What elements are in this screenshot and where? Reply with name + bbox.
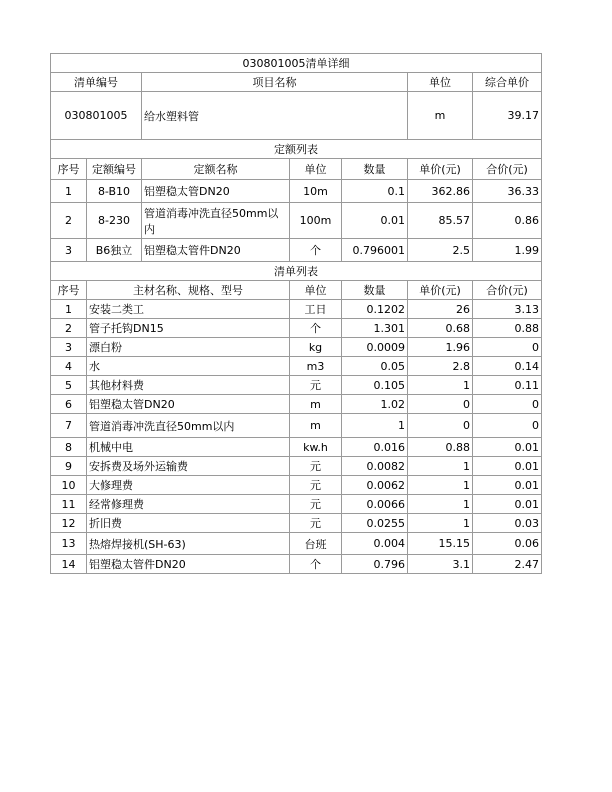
row-price: 1	[408, 495, 473, 514]
col-header: 合价(元)	[473, 281, 542, 300]
row-total: 0.11	[473, 376, 542, 395]
row-code: 8-B10	[87, 180, 142, 203]
row-name: 铝塑稳太管DN20	[87, 395, 290, 414]
table-row	[51, 414, 542, 438]
row-total: 0.88	[473, 319, 542, 338]
row-total: 0.06	[473, 533, 542, 555]
row-qty: 0.0082	[342, 457, 408, 476]
row-no: 9	[51, 457, 87, 476]
summary-name: 给水塑料管	[142, 92, 408, 140]
row-price: 1	[408, 376, 473, 395]
row-total: 3.13	[473, 300, 542, 319]
row-qty: 1.02	[342, 395, 408, 414]
row-price: 0	[408, 395, 473, 414]
row-unit: 工日	[290, 300, 342, 319]
table-row	[51, 300, 542, 319]
row-unit: m	[290, 395, 342, 414]
row-total: 0.01	[473, 457, 542, 476]
table-row	[51, 395, 542, 414]
row-no: 8	[51, 438, 87, 457]
row-qty: 1	[342, 414, 408, 438]
table-row	[51, 180, 542, 203]
row-name: 热熔焊接机(SH-63)	[87, 533, 290, 555]
row-code: 8-230	[87, 203, 142, 239]
row-unit: m3	[290, 357, 342, 376]
row-qty: 0.1202	[342, 300, 408, 319]
row-qty: 0.0009	[342, 338, 408, 357]
row-name: 机械中电	[87, 438, 290, 457]
row-unit: 100m	[290, 203, 342, 239]
row-total: 0.01	[473, 495, 542, 514]
table-row	[51, 514, 542, 533]
row-price: 0.88	[408, 438, 473, 457]
row-price: 1	[408, 514, 473, 533]
row-no: 4	[51, 357, 87, 376]
col-header: 单位	[290, 159, 342, 180]
row-total: 2.47	[473, 555, 542, 574]
row-unit: m	[290, 414, 342, 438]
header-code: 清单编号	[51, 73, 142, 92]
row-qty: 1.301	[342, 319, 408, 338]
row-price: 362.86	[408, 180, 473, 203]
col-header: 主材名称、规格、型号	[87, 281, 290, 300]
table-row	[51, 338, 542, 357]
row-name: 水	[87, 357, 290, 376]
row-qty: 0.01	[342, 203, 408, 239]
row-no: 13	[51, 533, 87, 555]
row-unit: 台班	[290, 533, 342, 555]
row-total: 1.99	[473, 239, 542, 262]
row-no: 6	[51, 395, 87, 414]
row-name: 管道消毒冲洗直径50mm以内	[142, 203, 290, 239]
col-header: 单位	[290, 281, 342, 300]
row-unit: kw.h	[290, 438, 342, 457]
row-price: 1	[408, 476, 473, 495]
row-name: 安装二类工	[87, 300, 290, 319]
table-title: 030801005清单详细	[51, 54, 542, 73]
row-price: 26	[408, 300, 473, 319]
row-price: 85.57	[408, 203, 473, 239]
row-qty: 0.0255	[342, 514, 408, 533]
row-unit: 元	[290, 476, 342, 495]
row-qty: 0.05	[342, 357, 408, 376]
row-no: 3	[51, 239, 87, 262]
row-name: 大修理费	[87, 476, 290, 495]
row-unit: 个	[290, 319, 342, 338]
row-name: 漂白粉	[87, 338, 290, 357]
row-qty: 0.1	[342, 180, 408, 203]
row-no: 2	[51, 319, 87, 338]
table-row	[51, 239, 542, 262]
table-row	[51, 438, 542, 457]
row-name: 管子托钩DN15	[87, 319, 290, 338]
row-unit: 元	[290, 457, 342, 476]
row-qty: 0.0062	[342, 476, 408, 495]
row-total: 0.01	[473, 438, 542, 457]
row-name: 经常修理费	[87, 495, 290, 514]
row-no: 1	[51, 300, 87, 319]
row-no: 7	[51, 414, 87, 438]
row-price: 1.96	[408, 338, 473, 357]
row-name: 其他材料费	[87, 376, 290, 395]
row-total: 0	[473, 395, 542, 414]
row-name: 铝塑稳太管DN20	[142, 180, 290, 203]
col-header: 合价(元)	[473, 159, 542, 180]
col-header: 序号	[51, 159, 87, 180]
header-price: 综合单价	[473, 73, 542, 92]
col-header: 定额编号	[87, 159, 142, 180]
row-total: 0.01	[473, 476, 542, 495]
row-name: 管道消毒冲洗直径50mm以内	[87, 414, 290, 438]
row-name: 铝塑稳太管件DN20	[142, 239, 290, 262]
summary-code: 030801005	[51, 92, 142, 140]
row-total: 0.14	[473, 357, 542, 376]
row-unit: 10m	[290, 180, 342, 203]
row-qty: 0.016	[342, 438, 408, 457]
header-name: 项目名称	[142, 73, 408, 92]
row-price: 1	[408, 457, 473, 476]
row-price: 2.5	[408, 239, 473, 262]
materials-section-title: 清单列表	[51, 262, 542, 281]
table-row	[51, 495, 542, 514]
materials-body	[51, 300, 542, 574]
row-code: B6独立	[87, 239, 142, 262]
table-row	[51, 319, 542, 338]
row-no: 2	[51, 203, 87, 239]
row-qty: 0.0066	[342, 495, 408, 514]
row-total: 0.03	[473, 514, 542, 533]
row-no: 14	[51, 555, 87, 574]
col-header: 数量	[342, 281, 408, 300]
table-row	[51, 457, 542, 476]
row-no: 5	[51, 376, 87, 395]
row-no: 1	[51, 180, 87, 203]
table-row	[51, 533, 542, 555]
table-row	[51, 376, 542, 395]
table-row	[51, 555, 542, 574]
row-no: 3	[51, 338, 87, 357]
row-price: 15.15	[408, 533, 473, 555]
row-total: 0	[473, 338, 542, 357]
row-no: 10	[51, 476, 87, 495]
row-name: 安拆费及场外运输费	[87, 457, 290, 476]
header-unit: 单位	[408, 73, 473, 92]
col-header: 单价(元)	[408, 159, 473, 180]
summary-price: 39.17	[473, 92, 542, 140]
col-header: 数量	[342, 159, 408, 180]
row-qty: 0.796	[342, 555, 408, 574]
row-name: 折旧费	[87, 514, 290, 533]
row-price: 3.1	[408, 555, 473, 574]
materials-header-row	[51, 281, 542, 300]
row-name: 铝塑稳太管件DN20	[87, 555, 290, 574]
row-total: 36.33	[473, 180, 542, 203]
row-no: 11	[51, 495, 87, 514]
row-total: 0.86	[473, 203, 542, 239]
col-header: 定额名称	[142, 159, 290, 180]
row-unit: 个	[290, 555, 342, 574]
row-price: 0.68	[408, 319, 473, 338]
table-row	[51, 476, 542, 495]
row-total: 0	[473, 414, 542, 438]
col-header: 序号	[51, 281, 87, 300]
row-unit: 元	[290, 514, 342, 533]
row-qty: 0.004	[342, 533, 408, 555]
quota-section-title: 定额列表	[51, 140, 542, 159]
quota-header-row	[51, 159, 542, 180]
table-row	[51, 203, 542, 239]
col-header: 单价(元)	[408, 281, 473, 300]
row-unit: kg	[290, 338, 342, 357]
row-price: 0	[408, 414, 473, 438]
row-unit: 元	[290, 376, 342, 395]
row-qty: 0.796001	[342, 239, 408, 262]
row-unit: 个	[290, 239, 342, 262]
row-price: 2.8	[408, 357, 473, 376]
table-row	[51, 357, 542, 376]
row-qty: 0.105	[342, 376, 408, 395]
row-unit: 元	[290, 495, 342, 514]
summary-unit: m	[408, 92, 473, 140]
detail-table	[50, 53, 542, 574]
row-no: 12	[51, 514, 87, 533]
